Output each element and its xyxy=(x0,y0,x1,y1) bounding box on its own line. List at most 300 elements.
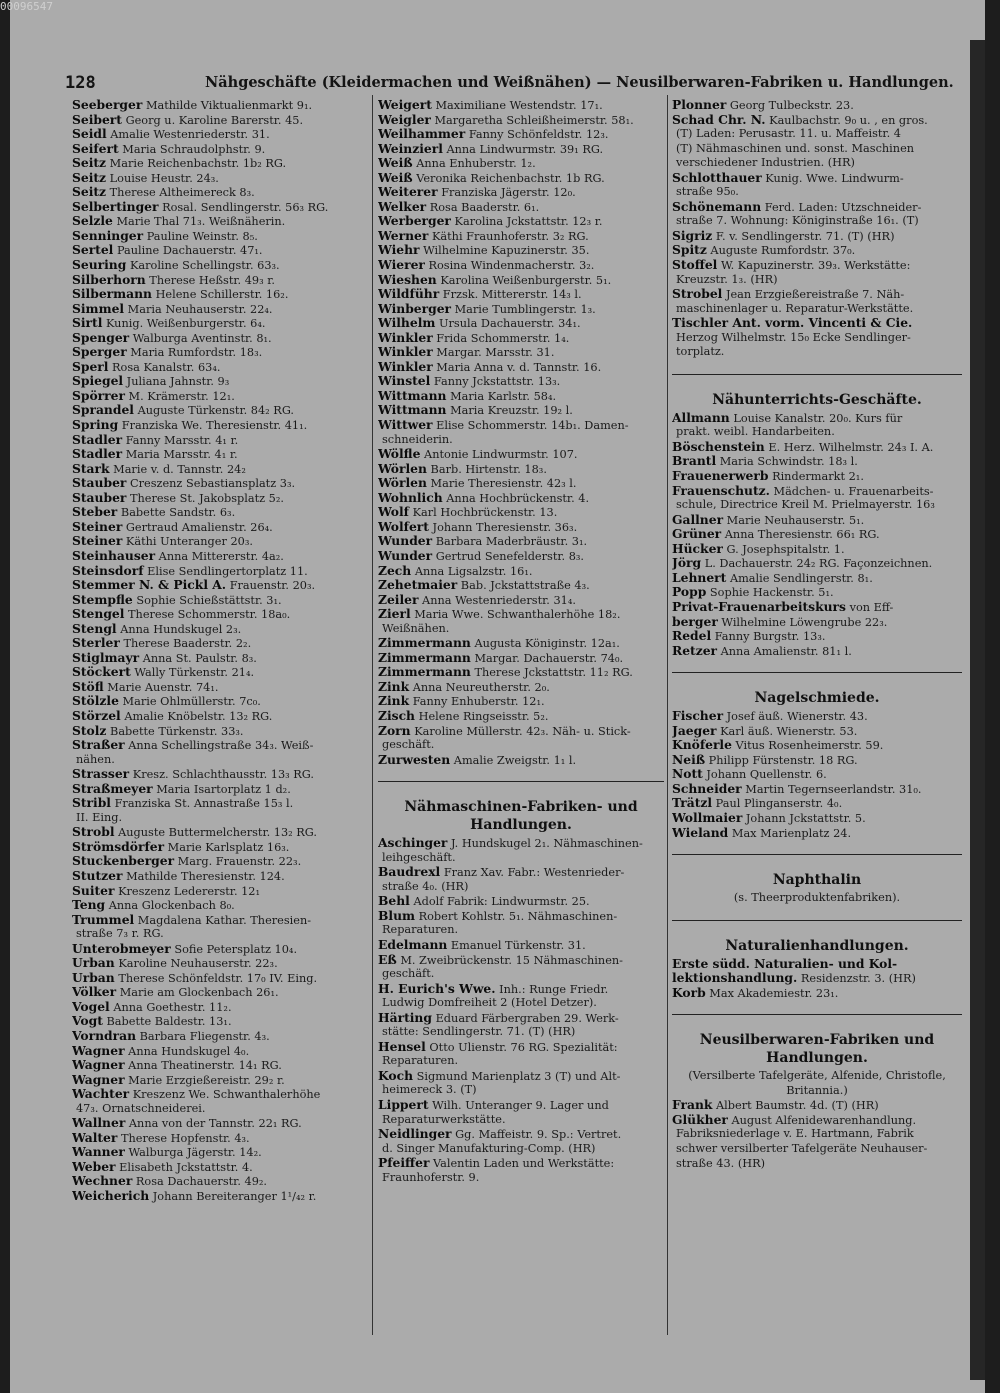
entry-name: Zeiler xyxy=(378,592,419,607)
entry-details: Kreszenz Ledererstr. 12₁ xyxy=(118,884,261,898)
directory-entry xyxy=(72,1044,364,1059)
entry-details: Kunig. Weißenburgerstr. 6₄. xyxy=(105,317,266,331)
entry-details: Maria Isartorplatz 1 d₂. xyxy=(156,782,291,796)
entry-name: Wilhelm xyxy=(378,316,436,331)
entry-details: Georg u. Karoline Barerstr. 45. xyxy=(125,113,304,127)
entry-details: L. Dachauerstr. 24₂ RG. Façonzeichnen. xyxy=(704,557,933,571)
section-heading: Nähmaschinen-Fabriken- und Handlungen. xyxy=(404,799,638,834)
entry-details: Rosa Baaderstr. 6₁. xyxy=(429,200,540,214)
column-3 xyxy=(672,98,962,1171)
directory-entry xyxy=(672,440,962,455)
entry-details: Marie Neuhauserstr. 5₁. xyxy=(726,513,865,527)
entry-details: Frida Schommerstr. 1₄. xyxy=(436,331,570,345)
directory-entry xyxy=(72,1000,364,1015)
entry-name: Wunder xyxy=(378,534,433,549)
entry-details: Babette Baldestr. 13₁. xyxy=(106,1015,232,1029)
entry-details: Margar. Marsstr. 31. xyxy=(436,346,555,360)
entry-details: Georg Tulbeckstr. 23. xyxy=(729,99,854,112)
directory-entry xyxy=(378,1069,664,1084)
directory-entry xyxy=(72,1160,364,1175)
entry-name: Wechner xyxy=(72,1174,133,1189)
directory-entry xyxy=(378,938,664,953)
entry-name: Seitz xyxy=(72,156,107,171)
directory-entry xyxy=(72,476,364,491)
directory-entry xyxy=(672,971,962,986)
entry-details: Maria Neuhauserstr. 22₄. xyxy=(127,302,273,316)
entry-name: Lehnert xyxy=(672,570,727,585)
entry-name: Wolf xyxy=(378,505,409,520)
directory-entry xyxy=(672,571,962,586)
entry-continuation: prakt. weibl. Handarbeiten. xyxy=(676,425,835,439)
entry-details: Therese Schommerstr. 18a₀. xyxy=(128,608,291,622)
entry-details: Robert Kohlstr. 5₁. Nähmaschinen- xyxy=(418,909,618,923)
directory-entry xyxy=(378,156,664,171)
directory-entry xyxy=(672,469,962,484)
directory-entry xyxy=(378,505,664,520)
entry-name: Steber xyxy=(72,505,118,520)
directory-entry xyxy=(672,796,962,811)
entry-continuation: straße 4₀. (HR) xyxy=(382,879,469,893)
entry-details: Philipp Fürstenstr. 18 RG. xyxy=(708,753,858,767)
entry-name: Zisch xyxy=(378,708,415,723)
entry-details: Maria Anna v. d. Tannstr. 16. xyxy=(436,360,602,374)
entry-name: Winkler xyxy=(378,359,433,374)
directory-entry xyxy=(672,1113,962,1128)
entry-details: Rosina Windenmacherstr. 3₂. xyxy=(428,259,595,273)
directory-entry xyxy=(72,796,364,811)
entry-name: Brantl xyxy=(672,454,717,469)
directory-entry xyxy=(72,680,364,695)
entry-details: Paul Plinganserstr. 4₀. xyxy=(715,797,843,811)
directory-entry xyxy=(72,142,364,157)
directory-entry xyxy=(672,243,962,258)
entry-name: Stauber xyxy=(72,476,127,491)
directory-entry xyxy=(672,644,962,659)
entry-details: Elise Sendlingertorplatz 11. xyxy=(147,564,308,578)
directory-entry xyxy=(378,953,664,968)
entry-name: Wallner xyxy=(72,1116,126,1131)
entry-details: Auguste Buttermelcherstr. 13₂ RG. xyxy=(118,826,317,840)
directory-entry xyxy=(672,113,962,128)
entry-name: Stolz xyxy=(72,723,107,738)
entry-name: Frank xyxy=(672,1098,713,1113)
entry-name: Urban xyxy=(72,970,115,985)
directory-entry xyxy=(378,476,664,491)
entry-continuation: 47₃. Ornatschneiderei. xyxy=(76,1101,206,1115)
entry-name: Böschenstein xyxy=(672,439,765,454)
entry-name: Wittmann xyxy=(378,388,447,403)
directory-entry xyxy=(72,403,364,418)
directory-entry xyxy=(672,782,962,797)
entry-name: Sirtl xyxy=(72,316,103,331)
entry-details: Marie Tumblingerstr. 1₃. xyxy=(454,302,596,316)
directory-entry xyxy=(672,585,962,600)
entry-name: Trätzl xyxy=(672,796,713,811)
entry-details: Marg. Frauenstr. 22₃. xyxy=(177,855,302,869)
entry-details: Johann Bereiteranger 1¹/₄₂ r. xyxy=(152,1190,317,1204)
entry-name: Zink xyxy=(378,694,410,709)
directory-entry xyxy=(72,534,364,549)
entry-continuation: Fraunhoferstr. 9. xyxy=(382,1170,480,1184)
entry-details: Auguste Rumfordstr. 37₀. xyxy=(710,244,856,258)
entry-name: Zorn xyxy=(378,723,411,738)
directory-entry xyxy=(72,462,364,477)
entry-name: Härting xyxy=(378,1010,432,1025)
entry-name: Seibert xyxy=(72,112,122,127)
entry-name: Stuckenberger xyxy=(72,854,175,869)
directory-entry xyxy=(72,854,364,869)
entry-continuation: schwer versilberter Tafelgeräte Neuhauser- xyxy=(676,1141,928,1155)
directory-entry xyxy=(72,636,364,651)
entry-name: Sigriz xyxy=(672,228,713,243)
directory-entry xyxy=(672,171,962,186)
entry-name: Behl xyxy=(378,894,410,909)
entry-details: J. Hundskugel 2₁. Nähmaschinen- xyxy=(451,837,643,851)
entry-details: Maria Schwindstr. 18₃ l. xyxy=(719,455,858,469)
entry-continuation: stätte: Sendlingerstr. 71. (T) (HR) xyxy=(382,1025,576,1039)
directory-entry xyxy=(672,527,962,542)
entry-details: Kresz. Schlachthausstr. 13₃ RG. xyxy=(132,768,315,782)
entry-details: Ursula Dachauerstr. 34₁. xyxy=(438,317,581,331)
directory-entry xyxy=(378,302,664,317)
entry-continuation: maschinenlager u. Reparatur-Werkstätte. xyxy=(676,301,914,315)
section-note: (Versilberte Tafelgeräte, Alfenide, Christofle, Britannia.) xyxy=(688,1069,946,1097)
entry-name: Neidlinger xyxy=(378,1127,452,1142)
directory-entry xyxy=(672,600,962,615)
section-rule xyxy=(672,920,962,921)
entry-name: Vogt xyxy=(72,1014,103,1029)
entry-details: Wilhelmine Kapuzinerstr. 35. xyxy=(423,244,590,258)
entry-details: Anna Hundskugel 4₀. xyxy=(128,1044,250,1058)
entry-details: Pauline Dachauerstr. 47₁. xyxy=(116,244,263,258)
entry-name: Schlotthauer xyxy=(672,170,762,185)
entry-details: Franziska St. Annastraße 15₃ l. xyxy=(114,797,294,811)
directory-entry xyxy=(672,629,962,644)
entry-details: Amalie Zweigstr. 1₁ l. xyxy=(453,753,577,767)
directory-entry xyxy=(72,782,364,797)
entry-name: Stölzle xyxy=(72,694,119,709)
entry-details: Marie Theresienstr. 42₃ l. xyxy=(430,477,577,491)
scan-id: 00096547 xyxy=(0,0,53,13)
entry-name: H. Eurich's Wwe. xyxy=(378,981,496,996)
section-rule xyxy=(672,854,962,855)
directory-entry xyxy=(378,127,664,142)
entry-details: Kaulbachstr. 9₀ u. , en gros. xyxy=(769,113,928,127)
entry-details: Johann Quellenstr. 6. xyxy=(706,768,827,782)
entry-details: Anna Lindwurmstr. 39₁ RG. xyxy=(446,142,604,156)
entry-details: Mädchen- u. Frauenarbeits- xyxy=(773,484,934,498)
entry-name: Spenger xyxy=(72,330,130,345)
entry-details: Inh.: Runge Friedr. xyxy=(499,982,609,996)
entry-name: Stengl xyxy=(72,621,117,636)
entry-details: Babette Türkenstr. 33₃. xyxy=(110,724,244,738)
entry-name: Vogel xyxy=(72,999,110,1014)
directory-entry xyxy=(672,556,962,571)
directory-entry xyxy=(72,767,364,782)
directory-entry xyxy=(378,113,664,128)
entry-details: Anna Glockenbach 8₀. xyxy=(108,899,235,913)
entry-name: Seitz xyxy=(72,185,107,200)
entry-details: Frauenstr. 20₃. xyxy=(229,579,316,593)
entry-name: Sterler xyxy=(72,636,120,651)
entry-details: Sophie Schießstättstr. 3₁. xyxy=(136,593,282,607)
entry-details: Maria Rumfordstr. 18₃. xyxy=(130,346,263,360)
entry-name: Stiglmayr xyxy=(72,650,140,665)
directory-entry xyxy=(72,1145,364,1160)
entry-details: Anna Theresienstr. 66₁ RG. xyxy=(724,528,880,542)
entry-name: Knöferle xyxy=(672,738,732,753)
entry-name: Zimmermann xyxy=(378,636,471,651)
entry-name: Schad Chr. N. xyxy=(672,112,766,127)
entry-name: Retzer xyxy=(672,643,718,658)
entry-details: Marie Auenstr. 74₁. xyxy=(107,680,219,694)
entry-continuation: II. Eing. xyxy=(76,810,123,824)
entry-details: Käthi Fraunhoferstr. 3₂ RG. xyxy=(431,229,589,243)
entry-name: Strobel xyxy=(672,287,723,302)
entry-name: Koch xyxy=(378,1068,414,1083)
entry-name: Pfeiffer xyxy=(378,1156,430,1171)
entry-details: Maria Wwe. Schwanthalerhöhe 18₂. xyxy=(414,608,621,622)
entry-details: Rosal. Sendlingerstr. 56₃ RG. xyxy=(162,200,329,214)
directory-entry xyxy=(672,724,962,739)
entry-name: Stöfl xyxy=(72,679,104,694)
directory-entry xyxy=(72,491,364,506)
entry-details: Otto Ulienstr. 76 RG. Spezialität: xyxy=(429,1040,618,1054)
entry-name: Stadler xyxy=(72,447,123,462)
entry-name: Stengel xyxy=(72,607,125,622)
entry-details: Maria Schraudolphstr. 9. xyxy=(122,142,266,156)
directory-entry xyxy=(72,884,364,899)
directory-entry xyxy=(72,840,364,855)
entry-name: Frauenerwerb xyxy=(672,469,769,484)
entry-details: Anna Ligsalzstr. 16₁. xyxy=(414,564,533,578)
directory-entry xyxy=(72,258,364,273)
entry-name: Weicherich xyxy=(72,1189,150,1204)
directory-entry xyxy=(72,1131,364,1146)
entry-details: Kreszenz We. Schwanthalerhöhe xyxy=(132,1088,321,1102)
entry-continuation: geschäft. xyxy=(382,738,435,752)
entry-name: Winstel xyxy=(378,374,431,389)
entry-name: Wunder xyxy=(378,548,433,563)
entry-details: Anna Schellingstraße 34₃. Weiß- xyxy=(128,739,314,753)
entry-name: Zimmermann xyxy=(378,665,471,680)
column-divider xyxy=(372,95,373,1335)
directory-entry xyxy=(72,243,364,258)
entry-name: Allmann xyxy=(672,410,730,425)
directory-entry xyxy=(378,564,664,579)
entry-details: Karoline Müllerstr. 42₃. Näh- u. Stick- xyxy=(414,724,631,738)
entry-name: Stöckert xyxy=(72,665,131,680)
entry-details: Jean Erzgießereistraße 7. Näh- xyxy=(725,288,905,302)
directory-entry xyxy=(378,1040,664,1055)
entry-details: Marie Thal 71₃. Weißnäherin. xyxy=(116,215,286,229)
entry-details: Louise Heustr. 24₃. xyxy=(109,171,219,185)
entry-details: Karolina Weißenburgerstr. 5₁. xyxy=(440,273,612,287)
entry-details: Marie Ohlmüllerstr. 7c₀. xyxy=(122,695,261,709)
entry-details: Walburga Jägerstr. 14₂. xyxy=(128,1146,262,1160)
entry-details: Martin Tegernseerlandstr. 31₀. xyxy=(745,782,922,796)
directory-entry xyxy=(72,389,364,404)
directory-entry xyxy=(72,738,364,753)
entry-details: Anna Amalienstr. 81₁ l. xyxy=(720,644,852,658)
entry-name: Erste südd. Naturalien- und Kol- xyxy=(672,956,898,971)
entry-name: Seuring xyxy=(72,258,127,273)
entry-details: Amalie Knöbelstr. 13₂ RG. xyxy=(124,709,273,723)
entry-name: Werberger xyxy=(378,214,451,229)
entry-continuation: verschiedener Industrien. (HR) xyxy=(676,156,855,170)
entry-name: Störzel xyxy=(72,708,121,723)
directory-entry xyxy=(672,258,962,273)
directory-entry xyxy=(72,302,364,317)
entry-name: Blum xyxy=(378,908,416,923)
directory-entry xyxy=(72,651,364,666)
entry-name: Straßmeyer xyxy=(72,781,153,796)
directory-entry xyxy=(378,636,664,651)
directory-entry xyxy=(72,214,364,229)
entry-details: Therese Baaderstr. 2₂. xyxy=(123,637,252,651)
section-rule xyxy=(672,1014,962,1015)
directory-entry xyxy=(378,142,664,157)
entry-details: Emanuel Türkenstr. 31. xyxy=(450,938,586,952)
entry-name: Weilhammer xyxy=(378,127,466,142)
entry-name: Zech xyxy=(378,563,412,578)
running-title: Nähgeschäfte (Kleidermachen und Weißnähen) — Neusilberwaren-Fabriken u. Handlungen. xyxy=(205,74,954,91)
entry-details: Franziska We. Theresienstr. 41₁. xyxy=(121,419,308,433)
entry-name: Stadler xyxy=(72,432,123,447)
entry-details: Maria Kreuzstr. 19₂ l. xyxy=(450,404,573,418)
entry-name: Weigler xyxy=(378,112,431,127)
entry-details: Maximiliane Westendstr. 17₁. xyxy=(435,99,603,112)
entry-details: Babette Sandstr. 6₃. xyxy=(120,506,236,520)
entry-name: Suiter xyxy=(72,883,115,898)
entry-details: Anna Westenriederstr. 31₄. xyxy=(422,593,576,607)
entry-details: Anna Hochbrückenstr. 4. xyxy=(446,491,590,505)
directory-entry xyxy=(378,1127,664,1142)
entry-continuation: schneiderin. xyxy=(382,432,453,446)
entry-name: Strobl xyxy=(72,825,115,840)
entry-continuation: Fabriksniederlage v. E. Hartmann, Fabrik xyxy=(676,1127,914,1141)
directory-entry xyxy=(378,374,664,389)
entry-name: Wagner xyxy=(72,1043,125,1058)
entry-details: Anna Neureutherstr. 2₀. xyxy=(412,680,550,694)
entry-name: Wörlen xyxy=(378,461,427,476)
entry-continuation: Herzog Wilhelmstr. 15₀ Ecke Sendlinger- xyxy=(676,330,911,344)
entry-continuation: (T) Laden: Perusastr. 11. u. Maffeistr. 4 xyxy=(676,127,901,141)
entry-name: Hücker xyxy=(672,541,723,556)
directory-entry xyxy=(672,615,962,630)
entry-details: Augusta Königinstr. 12a₁. xyxy=(474,637,620,651)
entry-details: Veronika Reichenbachstr. 1b RG. xyxy=(416,171,605,185)
directory-entry xyxy=(672,709,962,724)
entry-name: Walter xyxy=(72,1130,118,1145)
directory-entry xyxy=(378,462,664,477)
entry-continuation: geschäft. xyxy=(382,967,435,981)
entry-details: Margar. Dachauerstr. 74₀. xyxy=(474,651,624,665)
entry-details: Käthi Unteranger 20₃. xyxy=(125,535,253,549)
entry-details: Rosa Kanalstr. 63₄. xyxy=(112,360,221,374)
directory-entry xyxy=(378,418,664,433)
directory-entry xyxy=(378,534,664,549)
directory-entry xyxy=(72,200,364,215)
entry-details: Franziska Jägerstr. 12₀. xyxy=(441,186,576,200)
entry-name: Steiner xyxy=(72,519,123,534)
directory-entry xyxy=(72,869,364,884)
entry-name: Werner xyxy=(378,228,429,243)
directory-entry xyxy=(378,185,664,200)
entry-name: Stempfle xyxy=(72,592,133,607)
entry-details: von Eff- xyxy=(849,600,894,614)
directory-entry xyxy=(378,709,664,724)
directory-entry xyxy=(378,865,664,880)
entry-details: Kunig. Wwe. Lindwurm- xyxy=(765,171,904,185)
directory-entry xyxy=(72,956,364,971)
entry-details: Johann Jckstattstr. 5. xyxy=(745,811,866,825)
entry-name: Wachter xyxy=(72,1087,130,1102)
entry-name: Plonner xyxy=(672,98,727,112)
entry-details: Helene Schillerstr. 16₂. xyxy=(155,288,289,302)
directory-entry xyxy=(378,229,664,244)
page-header xyxy=(65,73,965,95)
entry-details: Residenzstr. 3. (HR) xyxy=(800,972,916,986)
entry-details: Karl äuß. Wienerstr. 53. xyxy=(720,724,858,738)
entry-name: Schneider xyxy=(672,781,742,796)
directory-entry xyxy=(378,1011,664,1026)
directory-entry xyxy=(672,826,962,841)
directory-entry xyxy=(378,287,664,302)
entry-name: Steinhauser xyxy=(72,548,156,563)
entry-name: Weiß xyxy=(378,156,413,171)
directory-entry xyxy=(72,273,364,288)
directory-entry xyxy=(672,484,962,499)
entry-details: Helene Ringseisstr. 5₂. xyxy=(418,709,549,723)
entry-continuation: Ludwig Domfreiheit 2 (Hotel Detzer). xyxy=(382,996,597,1010)
entry-name: Spitz xyxy=(672,243,707,258)
section-rule xyxy=(672,672,962,673)
entry-name: Teng xyxy=(72,898,106,913)
entry-name: berger xyxy=(672,614,718,629)
entry-details: E. Herz. Wilhelmstr. 24₃ I. A. xyxy=(768,440,934,454)
directory-entry xyxy=(72,127,364,142)
entry-continuation: Weißnähen. xyxy=(382,621,450,635)
entry-details: Marie am Glockenbach 26₁. xyxy=(119,986,279,1000)
directory-entry xyxy=(672,767,962,782)
entry-name: Wiehr xyxy=(378,243,420,258)
column-2 xyxy=(378,98,664,1185)
directory-entry xyxy=(378,331,664,346)
entry-name: Wörlen xyxy=(378,476,427,491)
entry-name: Steiner xyxy=(72,534,123,549)
entry-details: Fanny Jckstattstr. 13₃. xyxy=(433,375,561,389)
directory-entry xyxy=(72,607,364,622)
entry-details: Pauline Weinstr. 8₅. xyxy=(146,229,258,243)
entry-details: Franz Xav. Fabr.: Westenrieder- xyxy=(443,866,625,880)
section-heading: Nagelschmiede. xyxy=(754,690,880,707)
entry-continuation: torplatz. xyxy=(676,345,725,359)
directory-entry xyxy=(672,411,962,426)
directory-entry xyxy=(72,113,364,128)
entry-details: Marie Erzgießereistr. 29₂ r. xyxy=(128,1073,285,1087)
entry-name: Trummel xyxy=(72,912,135,927)
entry-name: Welker xyxy=(378,199,427,214)
directory-entry xyxy=(672,513,962,528)
entry-name: Winkler xyxy=(378,345,433,360)
entry-name: Seitz xyxy=(72,170,107,185)
entry-name: Neiß xyxy=(672,752,706,767)
directory-entry xyxy=(72,520,364,535)
entry-details: Walburga Aventinstr. 8₁. xyxy=(132,331,272,345)
directory-entry xyxy=(378,894,664,909)
directory-entry xyxy=(378,243,664,258)
